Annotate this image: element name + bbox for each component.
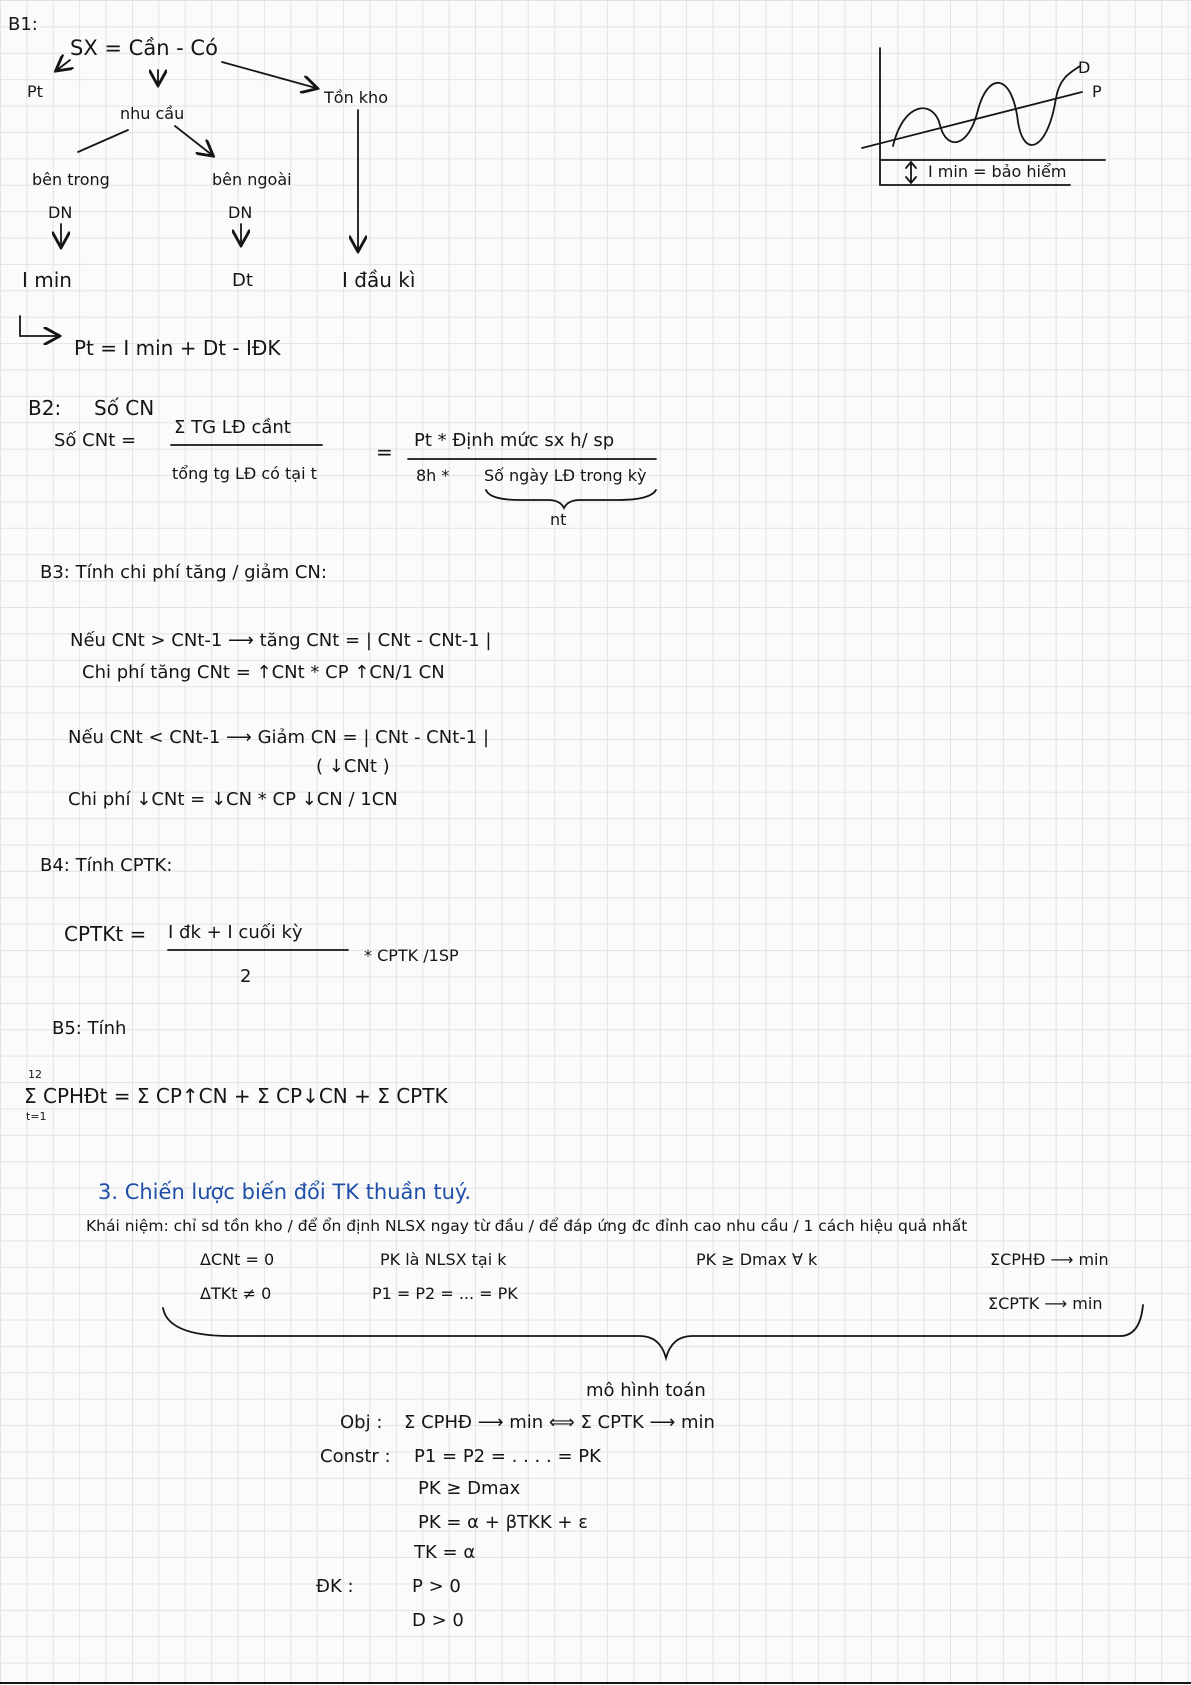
b2-eq: = (376, 440, 393, 464)
s3-heading: 3. Chiến lược biến đổi TK thuần tuý. (98, 1180, 472, 1204)
b1-inside: bên trong (32, 170, 110, 189)
b1-dt: Dt (232, 270, 253, 291)
model-constr-label: Constr : (320, 1446, 391, 1467)
b5-formula: Σ CPHĐt = Σ CP↑CN + Σ CP↓CN + Σ CPTK (24, 1084, 448, 1108)
b1-dn2: DN (228, 203, 253, 222)
b4-rhs: * CPTK /1SP (364, 946, 459, 965)
b3-line3b: ( ↓CNt ) (316, 756, 390, 777)
b1-imin: I min (22, 268, 72, 292)
b1-label: B1: (8, 14, 38, 35)
s3-c2a: PK là NLSX tại k (380, 1250, 507, 1269)
b1-idk: I đầu kì (342, 268, 416, 292)
s3-c1a: ΔCNt = 0 (200, 1250, 275, 1269)
line-demand-inside (78, 130, 128, 152)
b1-dn1: DN (48, 203, 73, 222)
model-c3: PK = α + βTKK + ε (418, 1512, 588, 1533)
model-c4: TK = α (414, 1542, 476, 1563)
b3-line1: Nếu CNt > CNt-1 ⟶ tăng CNt = | CNt - CNt-1 | (70, 630, 492, 651)
b2-den2-a: 8h * (416, 466, 450, 485)
b5-title: B5: Tính (52, 1018, 127, 1039)
b2-num1: Σ TG LĐ cầnt (174, 417, 291, 438)
graph-label-p: P (1092, 82, 1102, 101)
s3-c2b: P1 = P2 = ... = PK (372, 1284, 518, 1303)
b4-den: 2 (240, 966, 252, 987)
b4-num: I đk + I cuối kỳ (168, 922, 303, 943)
b2-den2-b: Số ngày LĐ trong kỳ (484, 466, 647, 485)
b1-demand: nhu cầu (120, 104, 185, 123)
b5-sum-bot: t=1 (26, 1110, 47, 1123)
model-c1: P1 = P2 = . . . . = PK (414, 1446, 601, 1467)
model-obj: Σ CPHĐ ⟶ min ⟺ Σ CPTK ⟶ min (404, 1412, 715, 1433)
model-dk1: P > 0 (412, 1576, 461, 1597)
b1-inventory: Tồn kho (324, 88, 388, 107)
graph-label-d: D (1078, 58, 1091, 77)
b2-nt: nt (550, 510, 567, 529)
graph-demand-curve (893, 66, 1080, 146)
b1-outside: bên ngoài (212, 170, 292, 189)
underbrace (486, 490, 656, 508)
arrow-to-pt (57, 60, 70, 70)
model-c2: PK ≥ Dmax (418, 1478, 521, 1499)
b2-label: B2: (28, 396, 62, 420)
b2-num2: Pt * Định mức sx h/ sp (414, 430, 615, 451)
model-dk2: D > 0 (412, 1610, 464, 1631)
b3-line2: Chi phí tăng CNt = ↑CNt * CP ↑CN/1 CN (82, 662, 445, 683)
b3-line4: Chi phí ↓CNt = ↓CN * CP ↓CN / 1CN (68, 789, 398, 810)
hook-arrow (20, 316, 58, 336)
b1-eq: SX = Cần - Có (70, 36, 218, 60)
b4-title: B4: Tính CPTK: (40, 855, 173, 876)
b2-lhs: Số CNt = (54, 430, 137, 451)
b3-title: B3: Tính chi phí tăng / giảm CN: (40, 562, 327, 583)
b2-title: Số CN (94, 396, 155, 420)
arrow-demand-outside (175, 126, 212, 155)
model-dk-label: ĐK : (316, 1576, 354, 1597)
b3-line3: Nếu CNt < CNt-1 ⟶ Giảm CN = | CNt - CNt-1 | (68, 727, 490, 748)
b4-lhs: CPTKt = (64, 922, 147, 946)
graph-annotation: I min = bảo hiểm (928, 162, 1067, 181)
s3-c4b: ΣCPTK ⟶ min (988, 1294, 1103, 1313)
s3-concept: Khái niệm: chỉ sd tồn kho / để ổn định NLSX ngay từ đầu / để đáp ứng đc đỉnh cao nhu cầu / 1 cách hiệu quả nhất (86, 1217, 968, 1235)
model-title: mô hình toán (586, 1380, 706, 1401)
s3-c4a: ΣCPHĐ ⟶ min (990, 1250, 1109, 1269)
model-obj-label: Obj : (340, 1412, 383, 1433)
s3-c1b: ΔTKt ≠ 0 (200, 1284, 272, 1303)
b1-pt: Pt (27, 82, 43, 101)
s3-c3: PK ≥ Dmax ∀ k (696, 1250, 818, 1269)
graph-imin-arrow (906, 162, 916, 183)
b5-sum-top: 12 (28, 1068, 42, 1081)
page-bottom-rule (0, 1682, 1191, 1684)
b2-den1: tổng tg LĐ có tại t (172, 464, 317, 483)
b1-formula: Pt = I min + Dt - IĐK (74, 336, 281, 360)
arrow-to-inventory (222, 62, 316, 88)
